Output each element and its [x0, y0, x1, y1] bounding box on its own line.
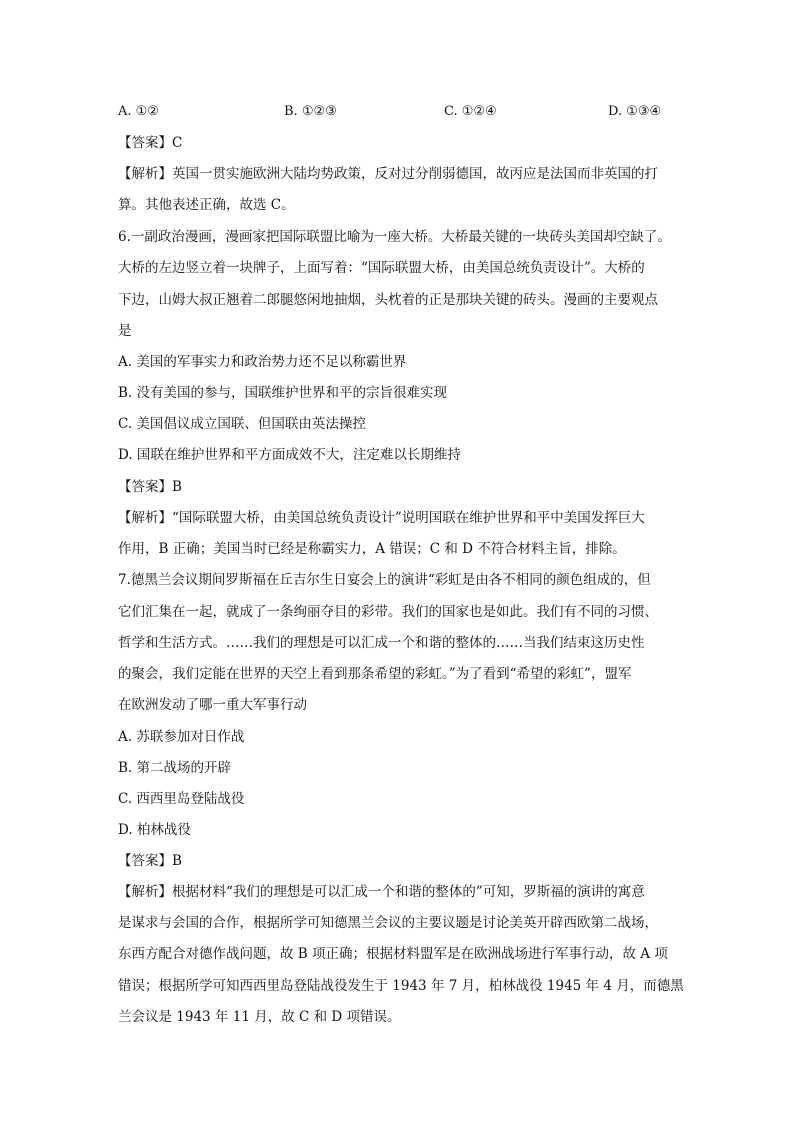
- q6-stem-line: 大桥的左边竖立着一块牌子，上面写着：“国际联盟大桥，由美国总统负责设计”。大桥的: [118, 260, 645, 276]
- q5-option-c: C. ①②④: [444, 104, 497, 119]
- q7-analysis-line: 兰会议是 1943 年 11 月，故 C 和 D 项错误。: [118, 1009, 401, 1025]
- q7-option-b: B. 第二战场的开辟: [118, 760, 232, 776]
- q6-analysis-line: 【解析】“国际联盟大桥，由美国总统负责设计”说明国联在维护世界和平中美国发挥巨大: [118, 510, 645, 526]
- q5-option-b: B. ①②③: [284, 104, 337, 119]
- q6-answer: 【答案】B: [118, 479, 182, 495]
- q7-option-a: A. 苏联参加对日作战: [118, 729, 245, 745]
- q7-option-d: D. 柏林战役: [118, 822, 191, 838]
- q6-option-c: C. 美国倡议成立国联、但国联由英法操控: [118, 416, 366, 432]
- q7-analysis-line: 东西方配合对德作战问题，故 B 项正确；根据材料盟军是在欧洲战场进行军事行动，故 A 项: [118, 946, 668, 962]
- q7-analysis-line: 错误；根据所学可知西西里岛登陆战役发生于 1943 年 7 月，柏林战役 1945 年 4 月，而德黑: [118, 978, 684, 994]
- q7-stem-line: 的聚会，我们定能在世界的天空上看到那条希望的彩虹。”为了看到“希望的彩虹”，盟军: [118, 666, 632, 682]
- q7-analysis-line: 【解析】根据材料“我们的理想是可以汇成一个和谐的整体的”可知，罗斯福的演讲的寓意: [118, 884, 645, 900]
- q6-option-b: B. 没有美国的参与，国联维护世界和平的宗旨很难实现: [118, 385, 448, 401]
- q7-answer: 【答案】B: [118, 853, 182, 869]
- q6-option-a: A. 美国的军事实力和政治势力还不足以称霸世界: [118, 354, 407, 370]
- q5-option-d: D. ①③④: [608, 104, 662, 119]
- q6-stem-line: 是: [118, 323, 132, 339]
- q5-answer: 【答案】C: [118, 135, 183, 151]
- q7-option-c: C. 西西里岛登陆战役: [118, 791, 245, 807]
- q5-analysis-line: 算。其他表述正确，故选 C。: [118, 197, 295, 213]
- q7-stem-line: 它们汇集在一起，就成了一条绚丽夺目的彩带。我们的国家也是如此。我们有不同的习惯、: [118, 604, 658, 620]
- q6-stem-line: 下边，山姆大叔正翘着二郎腿悠闲地抽烟，头枕着的正是那块关键的砖头。漫画的主要观点: [118, 292, 658, 308]
- q6-analysis-line: 作用，B 正确；美国当时已经是称霸实力，A 错误；C 和 D 不符合材料主旨，排除。: [118, 541, 626, 557]
- q7-stem-line: 哲学和生活方式。……我们的理想是可以汇成一个和谐的整体的……当我们结束这历史性: [118, 635, 645, 651]
- q5-analysis-line: 【解析】英国一贯实施欧洲大陆均势政策，反对过分削弱德国，故丙应是法国而非英国的打: [118, 166, 658, 182]
- q7-stem-line: 在欧洲发动了哪一重大军事行动: [118, 697, 307, 713]
- q7-stem-line: 7.德黑兰会议期间罗斯福在丘吉尔生日宴会上的演讲“彩虹是由各不相同的颜色组成的，但: [118, 572, 651, 588]
- q6-stem-line: 6.一副政治漫画，漫画家把国际联盟比喻为一座大桥。大桥最关键的一块砖头美国却空缺了。: [118, 229, 671, 245]
- q7-analysis-line: 是谋求与会国的合作，根据所学可知德黑兰会议的主要议题是讨论美英开辟西欧第二战场，: [118, 915, 658, 931]
- q5-option-a: A. ①②: [118, 104, 159, 119]
- q6-option-d: D. 国联在维护世界和平方面成效不大，注定难以长期维持: [118, 447, 461, 463]
